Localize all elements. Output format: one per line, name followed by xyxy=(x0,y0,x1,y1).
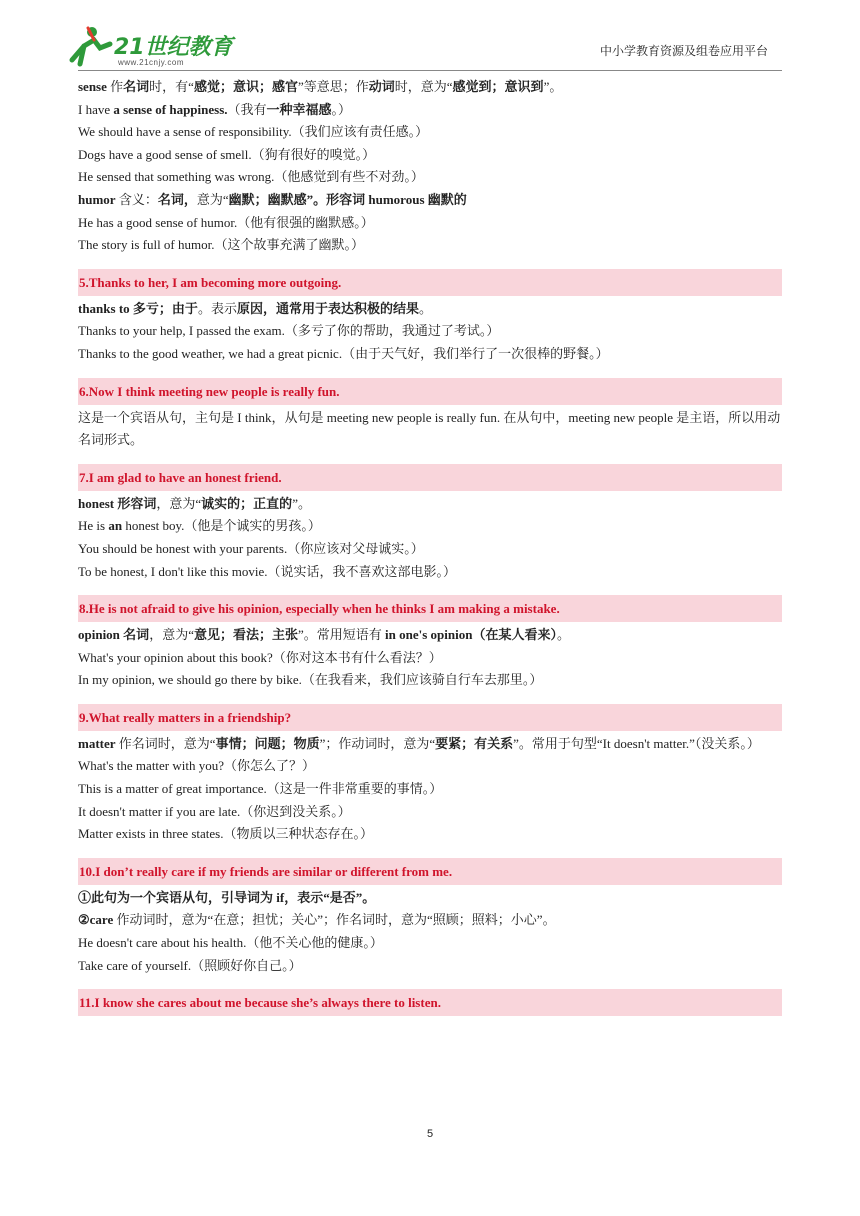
section-heading-8: 8.He is not afraid to give his opinion, especially when he thinks I am making a mistake. xyxy=(78,595,782,622)
example-sentence: What's the matter with you?（你怎么了？） xyxy=(78,758,316,774)
example-sentence: This is a matter of great importance.（这是一件非常重要的事情。） xyxy=(78,781,443,797)
example-sentence: It doesn't matter if you are late.（你迟到没关系。） xyxy=(78,803,351,819)
logo-text: 21世纪教育 xyxy=(114,35,233,60)
section-heading-11: 11.I know she cares about me because she’s always there to listen. xyxy=(78,989,782,1016)
header-divider xyxy=(78,70,782,71)
example-sentence: Take care of yourself.（照顾好你自己。） xyxy=(78,957,302,973)
logo-subtext: www.21cnjy.com xyxy=(118,58,184,67)
humor-definition: humor 含义：名词，意为“幽默；幽默感”。形容词 humorous 幽默的 xyxy=(78,191,467,207)
example-sentence: Thanks to the good weather, we had a great picnic.（由于天气好，我们举行了一次很棒的野餐。） xyxy=(78,345,609,361)
example-sentence: He doesn't care about his health.（他不关心他的健康。） xyxy=(78,935,383,951)
sense-definition: sense 作名词时，有“感觉；意识；感官”等意思；作动词时，意为“感觉到；意识到”。 xyxy=(78,79,563,94)
example-sentence: You should be honest with your parents.（你应该对父母诚实。） xyxy=(78,540,424,556)
example-sentence: He has a good sense of humor.（他有很强的幽默感。） xyxy=(78,214,374,230)
care-definition: ②care 作动词时，意为“在意；担忧；关心”；作名词时，意为“照顾；照料；小心”。 xyxy=(78,912,556,928)
example-sentence: We should have a sense of responsibility.（我们应该有责任感。） xyxy=(78,124,429,140)
opinion-definition: opinion 名词，意为“意见；看法；主张”。常用短语有 in one's opinion（在某人看来）。 xyxy=(78,627,570,643)
example-sentence: He sensed that something was wrong.（他感觉到有些不对劲。） xyxy=(78,169,424,185)
grammar-note: ①此句为一个宾语从句，引导词为 if，表示“是否”。 xyxy=(78,889,376,905)
matter-definition: matter 作名词时，意为“事情；问题；物质”；作动词时，意为“要紧；有关系”。常用于句型“It doesn't matter.”（没关系。） xyxy=(78,735,760,751)
thanks-to-definition: thanks to 多亏；由于。表示原因，通常用于表达积极的结果。 xyxy=(78,300,432,316)
example-sentence: I have a sense of happiness.（我有一种幸福感。） xyxy=(78,101,352,117)
example-sentence: He is an honest boy.（他是个诚实的男孩。） xyxy=(78,518,321,534)
example-sentence: What's your opinion about this book?（你对这本书有什么看法？） xyxy=(78,649,442,665)
example-sentence: Thanks to your help, I passed the exam.（多亏了你的帮助，我通过了考试。） xyxy=(78,323,500,339)
section-heading-10: 10.I don’t really care if my friends are similar or different from me. xyxy=(78,858,782,885)
section-heading-7: 7.I am glad to have an honest friend. xyxy=(78,464,782,491)
section-heading-9: 9.What really matters in a friendship? xyxy=(78,704,782,731)
example-sentence: In my opinion, we should go there by bike.（在我看来，我们应该骑自行车去那里。） xyxy=(78,672,543,688)
page-number: 5 xyxy=(426,1128,434,1140)
header-platform-name: 中小学教育资源及组卷应用平台 xyxy=(599,44,768,58)
example-sentence: Dogs have a good sense of smell.（狗有很好的嗅觉。） xyxy=(78,146,376,162)
page-content xyxy=(78,76,782,1018)
grammar-explanation: 这是一个宾语从句，主句是 I think，从句是 meeting new people is really fun. 在从句中，meeting new people 是主语，所以用动名词形式。 xyxy=(78,409,781,448)
page-header xyxy=(0,0,860,74)
example-sentence: The story is full of humor.（这个故事充满了幽默。） xyxy=(78,237,364,253)
section-heading-5: 5.Thanks to her, I am becoming more outgoing. xyxy=(78,269,782,296)
section-heading-6: 6.Now I think meeting new people is really fun. xyxy=(78,378,782,405)
honest-definition: honest 形容词，意为“诚实的；正直的”。 xyxy=(78,495,311,511)
example-sentence: To be honest, I don't like this movie.（说实话，我不喜欢这部电影。） xyxy=(78,563,457,579)
example-sentence: Matter exists in three states.（物质以三种状态存在。） xyxy=(78,826,373,842)
